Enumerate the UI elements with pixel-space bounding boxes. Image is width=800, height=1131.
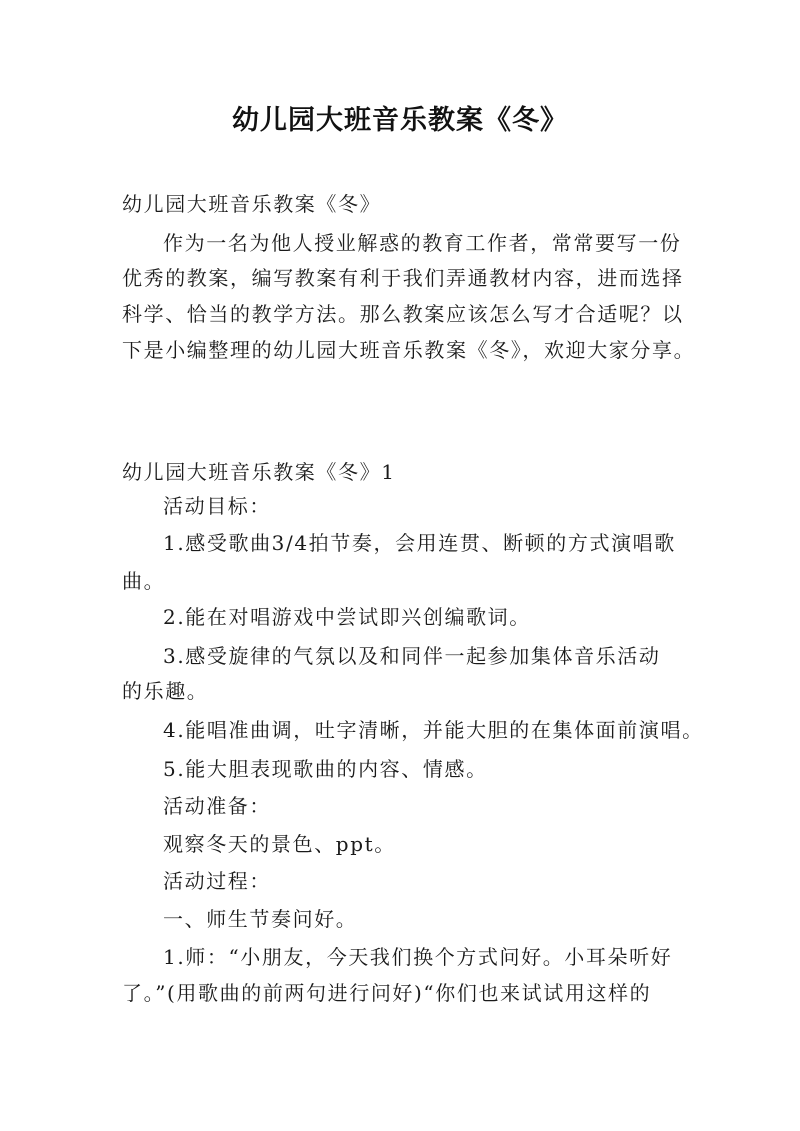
process-detail-line-1: 1.师：“小朋友，今天我们换个方式问好。小耳朵听好 [163,945,673,969]
prep-heading: 活动准备： [163,794,271,818]
goal-2: 2.能在对唱游戏中尝试即兴创编歌词。 [163,605,531,629]
goal-1-line-1: 1.感受歌曲3/4拍节奏，会用连贯、断顿的方式演唱歌 [163,531,676,555]
document-title: 幼儿园大班音乐教案《冬》 [232,105,568,136]
process-detail-line-2: 了。”(用歌曲的前两句进行问好)“你们也来试试用这样的 [122,981,652,1005]
section-heading: 幼儿园大班音乐教案《冬》1 [122,460,396,484]
goal-3-line-2: 的乐趣。 [122,679,209,703]
process-step-1: 一、师生节奏问好。 [163,907,358,931]
goal-3-line-1: 3.感受旋律的气氛以及和同伴一起参加集体音乐活动 [163,644,661,668]
goal-4: 4.能唱准曲调，吐字清晰，并能大胆的在集体面前演唱。 [163,718,704,742]
prep-content: 观察冬天的景色、ppt。 [163,832,396,856]
intro-line-1: 作为一名为他人授业解惑的教育工作者，常常要写一份 [163,231,682,255]
goal-5: 5.能大胆表现歌曲的内容、情感。 [163,757,488,781]
goals-heading: 活动目标： [163,494,271,518]
intro-line-4: 下是小编整理的幼儿园大班音乐教案《冬》，欢迎大家分享。 [122,338,696,362]
process-heading: 活动过程： [163,869,271,893]
goal-1-line-2: 曲。 [122,569,166,593]
intro-line-2: 优秀的教案，编写教案有利于我们弄通教材内容，进而选择 [122,266,684,290]
subtitle-line: 幼儿园大班音乐教案《冬》 [122,192,382,216]
intro-line-3: 科学、恰当的教学方法。那么教案应该怎么写才合适呢？以 [122,302,684,326]
